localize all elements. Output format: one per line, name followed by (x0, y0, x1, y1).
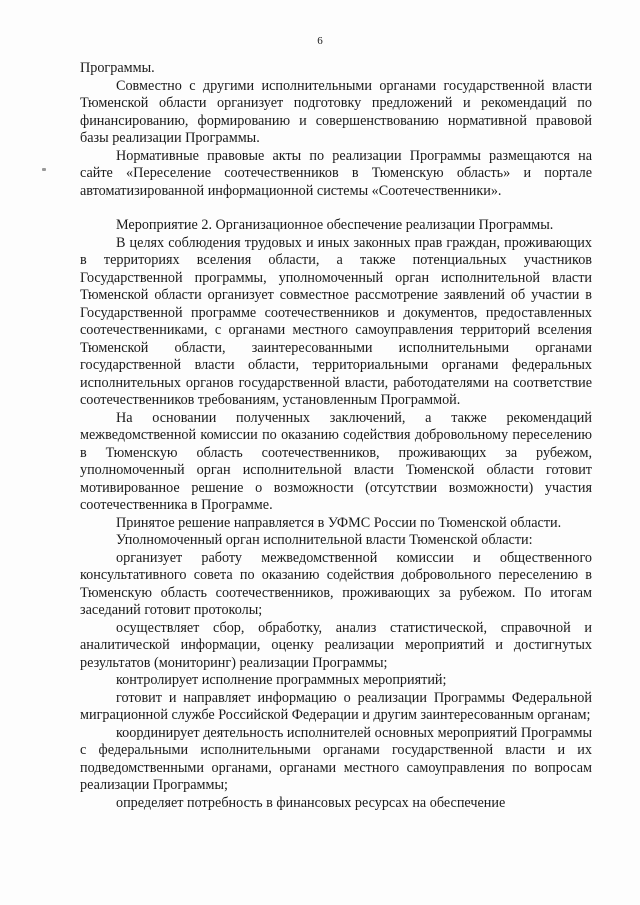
paragraph: Принятое решение направляется в УФМС России по Тюменской области. (116, 514, 562, 531)
list-item: контролирует исполнение программных мероприятий; (116, 672, 447, 688)
paragraph: На основании полученных заключений, а также рекомендаций межведомственной комиссии по оказанию содействия добровольному переселению в Тюменскую область соотечественников, проживающих за рубежом, уполномоченный орган исполнительной власти Тюменской области готовит мотивированное решение о возможности (отсутствии возможности) участия соотечественника в Программе. (80, 409, 592, 513)
paragraph: Нормативные правовые акты по реализации Программы размещаются на сайте «Переселение соотечественников в Тюменскую область» и портале автоматизированной информационной системы «Соотечественники». (80, 147, 592, 199)
section-heading: Мероприятие 2. Организационное обеспечение реализации Программы. (116, 217, 554, 233)
paragraph-continuation: Программы. (80, 60, 155, 76)
page-body (80, 60, 592, 812)
page-number: 6 (317, 35, 323, 47)
list-item: определяет потребность в финансовых ресурсах на обеспечение (116, 794, 506, 811)
list-item: координирует деятельность исполнителей основных мероприятий Программы с федеральными исполнительными органами государственной власти и их подведомственными органами, органами местного самоуправления по вопросам реализации Программы; (80, 724, 592, 793)
list-item: организует работу межведомственной комиссии и общественного консультативного совета по оказанию содействия добровольного переселению в Тюменскую область соотечественников, проживающих за рубежом. По итогам заседаний готовит протоколы; (80, 549, 592, 618)
list-item: готовит и направляет информацию о реализации Программы Федеральной миграционной службе Российской Федерации и другим заинтересованным органам; (80, 689, 592, 723)
paragraph: В целях соблюдения трудовых и иных законных прав граждан, проживающих в территориях вселения области, а также потенциальных участников Государственной программы, уполномоченный орган исполнительной власти Тюменской области организует совместное рассмотрение заявлений об участии в Государственной программе соотечественников и документов, предоставленных соотечественниками, с органами местного самоуправления территорий вселения Тюменской области, заинтересованными исполнительными органами государственной власти области, территориальными органами федеральных исполнительных органов государственной власти, работодателями на соответствие соотечественников требованиям, установленным Программой. (80, 234, 592, 408)
margin-mark (42, 168, 46, 171)
list-item: осуществляет сбор, обработку, анализ статистической, справочной и аналитической информации, оценку реализации мероприятий и достигнутых результатов (мониторинг) реализации Программы; (80, 619, 592, 671)
paragraph: Уполномоченный орган исполнительной власти Тюменской области: (116, 532, 533, 548)
paragraph: Совместно с другими исполнительными органами государственной власти Тюменской области организует подготовку предложений и рекомендаций по финансированию, формированию и совершенствованию нормативной правовой базы реализации Программы. (80, 77, 592, 146)
